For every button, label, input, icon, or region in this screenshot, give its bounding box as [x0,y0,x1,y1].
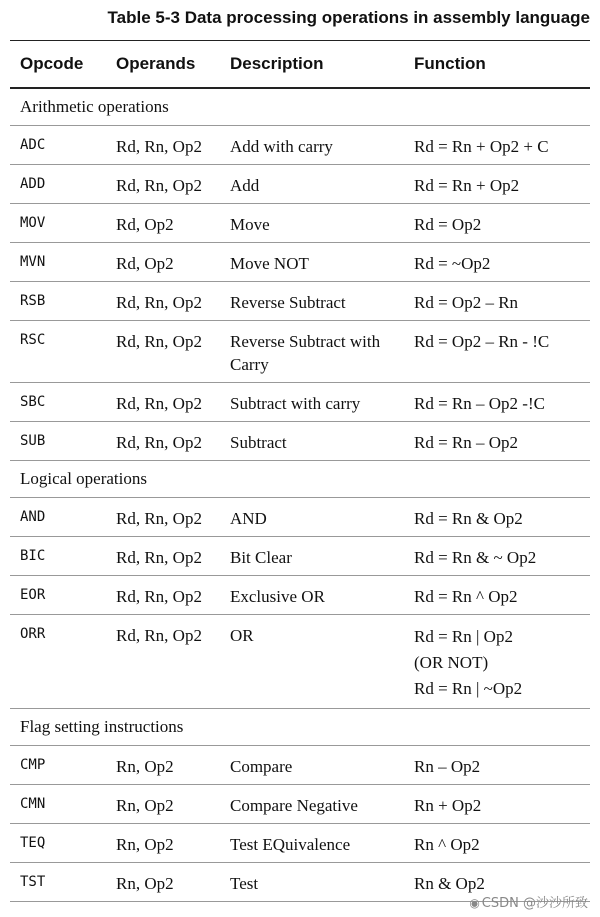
description-line: Add [230,176,260,195]
operands-cell: Rd, Op2 [116,215,174,234]
watermark-text: CSDN @沙沙所致 [481,896,588,911]
section-header-row [10,461,590,498]
description-cell [230,431,414,454]
function-line: Rd = Rn | Op2 [414,627,513,646]
description-line: Reverse Subtract [230,293,346,312]
opcode-cell: ORR [20,626,46,642]
function-cell [414,213,590,236]
operands-cell: Rd, Rn, Op2 [116,137,202,156]
function-cell [414,431,590,454]
operands-cell: Rd, Rn, Op2 [116,509,202,528]
description-cell [230,507,414,530]
description-line: Bit Clear [230,548,292,567]
function-line: Rn ^ Op2 [414,835,480,854]
description-line: Subtract with carry [230,394,361,413]
operands-cell: Rd, Rn, Op2 [116,293,202,312]
opcode-cell: CMP [20,757,46,773]
function-cell [414,291,590,314]
function-line: Rd = Rn + Op2 + C [414,137,549,156]
operands-cell: Rd, Op2 [116,254,174,273]
description-line: Compare Negative [230,796,358,815]
function-line: Rd = Rn – Op2 -!C [414,394,545,413]
table-row [10,785,590,824]
table-row [10,321,590,383]
section-label: Flag setting instructions [20,717,184,736]
function-cell [414,755,590,778]
table-row [10,383,590,422]
opcode-cell: RSC [20,332,46,348]
operands-cell: Rd, Rn, Op2 [116,548,202,567]
description-cell [230,291,414,314]
description-line: Subtract [230,433,287,452]
function-line: Rd = Op2 – Rn [414,293,519,312]
operands-cell: Rd, Rn, Op2 [116,587,202,606]
opcode-cell: SBC [20,394,46,410]
function-line: Rd = Rn + Op2 [414,176,520,195]
table-row [10,498,590,537]
description-cell [230,213,414,236]
description-line: Carry [230,355,269,374]
table-row [10,282,590,321]
function-cell [414,392,590,415]
function-cell [414,507,590,530]
description-line: Test [230,874,259,893]
operands-cell: Rd, Rn, Op2 [116,176,202,195]
wechat-icon: ◉ [469,896,480,910]
opcode-cell: MOV [20,215,46,231]
description-line: Add with carry [230,137,333,156]
function-cell [414,833,590,856]
description-line: Reverse Subtract with [230,332,381,351]
function-line: Rd = Rn ^ Op2 [414,587,518,606]
function-cell [414,174,590,197]
function-line: Rn – Op2 [414,757,481,776]
function-cell [414,624,590,702]
description-cell [230,135,414,158]
function-cell [414,585,590,608]
function-cell [414,794,590,817]
table-row [10,126,590,165]
section-header-row [10,89,590,126]
table-row [10,576,590,615]
opcode-cell: ADC [20,137,46,153]
data-processing-table [10,40,590,902]
operands-cell: Rn, Op2 [116,874,174,893]
opcode-cell: CMN [20,796,46,812]
function-cell [414,252,590,275]
description-line: Move NOT [230,254,309,273]
function-line: Rd = Rn | ~Op2 [414,679,523,698]
watermark [469,892,588,911]
description-cell [230,755,414,778]
function-line: Rn & Op2 [414,874,485,893]
opcode-cell: BIC [20,548,46,564]
description-line: Exclusive OR [230,587,325,606]
function-line: Rn + Op2 [414,796,482,815]
function-line: (OR NOT) [414,653,489,672]
table-row [10,422,590,461]
table-row [10,824,590,863]
opcode-cell: AND [20,509,46,525]
operands-cell: Rd, Rn, Op2 [116,394,202,413]
description-cell [230,833,414,856]
section-header-row [10,709,590,746]
table-row [10,746,590,785]
function-line: Rd = Rn & ~ Op2 [414,548,537,567]
table-row [10,165,590,204]
description-cell [230,330,414,376]
operands-cell: Rd, Rn, Op2 [116,332,202,351]
opcode-cell: TST [20,874,46,890]
description-cell [230,585,414,608]
description-cell [230,252,414,275]
description-line: Move [230,215,270,234]
column-header-operands: Operands [116,54,196,73]
description-cell [230,174,414,197]
operands-cell: Rd, Rn, Op2 [116,433,202,452]
opcode-cell: SUB [20,433,46,449]
table-header-row [10,41,590,89]
opcode-cell: EOR [20,587,46,603]
function-line: Rd = ~Op2 [414,254,491,273]
table-row [10,204,590,243]
description-cell [230,794,414,817]
operands-cell: Rn, Op2 [116,835,174,854]
table-body [10,89,590,902]
opcode-cell: TEQ [20,835,46,851]
description-cell [230,624,414,647]
function-line: Rd = Rn – Op2 [414,433,519,452]
function-line: Rd = Rn & Op2 [414,509,523,528]
operands-cell: Rn, Op2 [116,796,174,815]
description-line: Compare [230,757,293,776]
column-header-opcode: Opcode [20,54,84,73]
table-row [10,615,590,709]
description-line: Test EQuivalence [230,835,351,854]
description-line: AND [230,509,267,528]
operands-cell: Rd, Rn, Op2 [116,626,202,645]
section-label: Logical operations [20,469,147,488]
description-cell [230,392,414,415]
opcode-cell: ADD [20,176,46,192]
description-cell [230,872,414,895]
table-row [10,243,590,282]
function-cell [414,546,590,569]
function-line: Rd = Op2 – Rn - !C [414,332,550,351]
description-line: OR [230,626,254,645]
table-title: Table 5-3 Data processing operations in assembly language [107,8,590,27]
column-header-description: Description [230,54,324,73]
opcode-cell: RSB [20,293,46,309]
function-line: Rd = Op2 [414,215,482,234]
description-cell [230,546,414,569]
operands-cell: Rn, Op2 [116,757,174,776]
function-cell [414,135,590,158]
table-row [10,537,590,576]
column-header-function: Function [414,54,486,73]
function-cell [414,330,590,353]
opcode-cell: MVN [20,254,46,270]
section-label: Arithmetic operations [20,97,169,116]
